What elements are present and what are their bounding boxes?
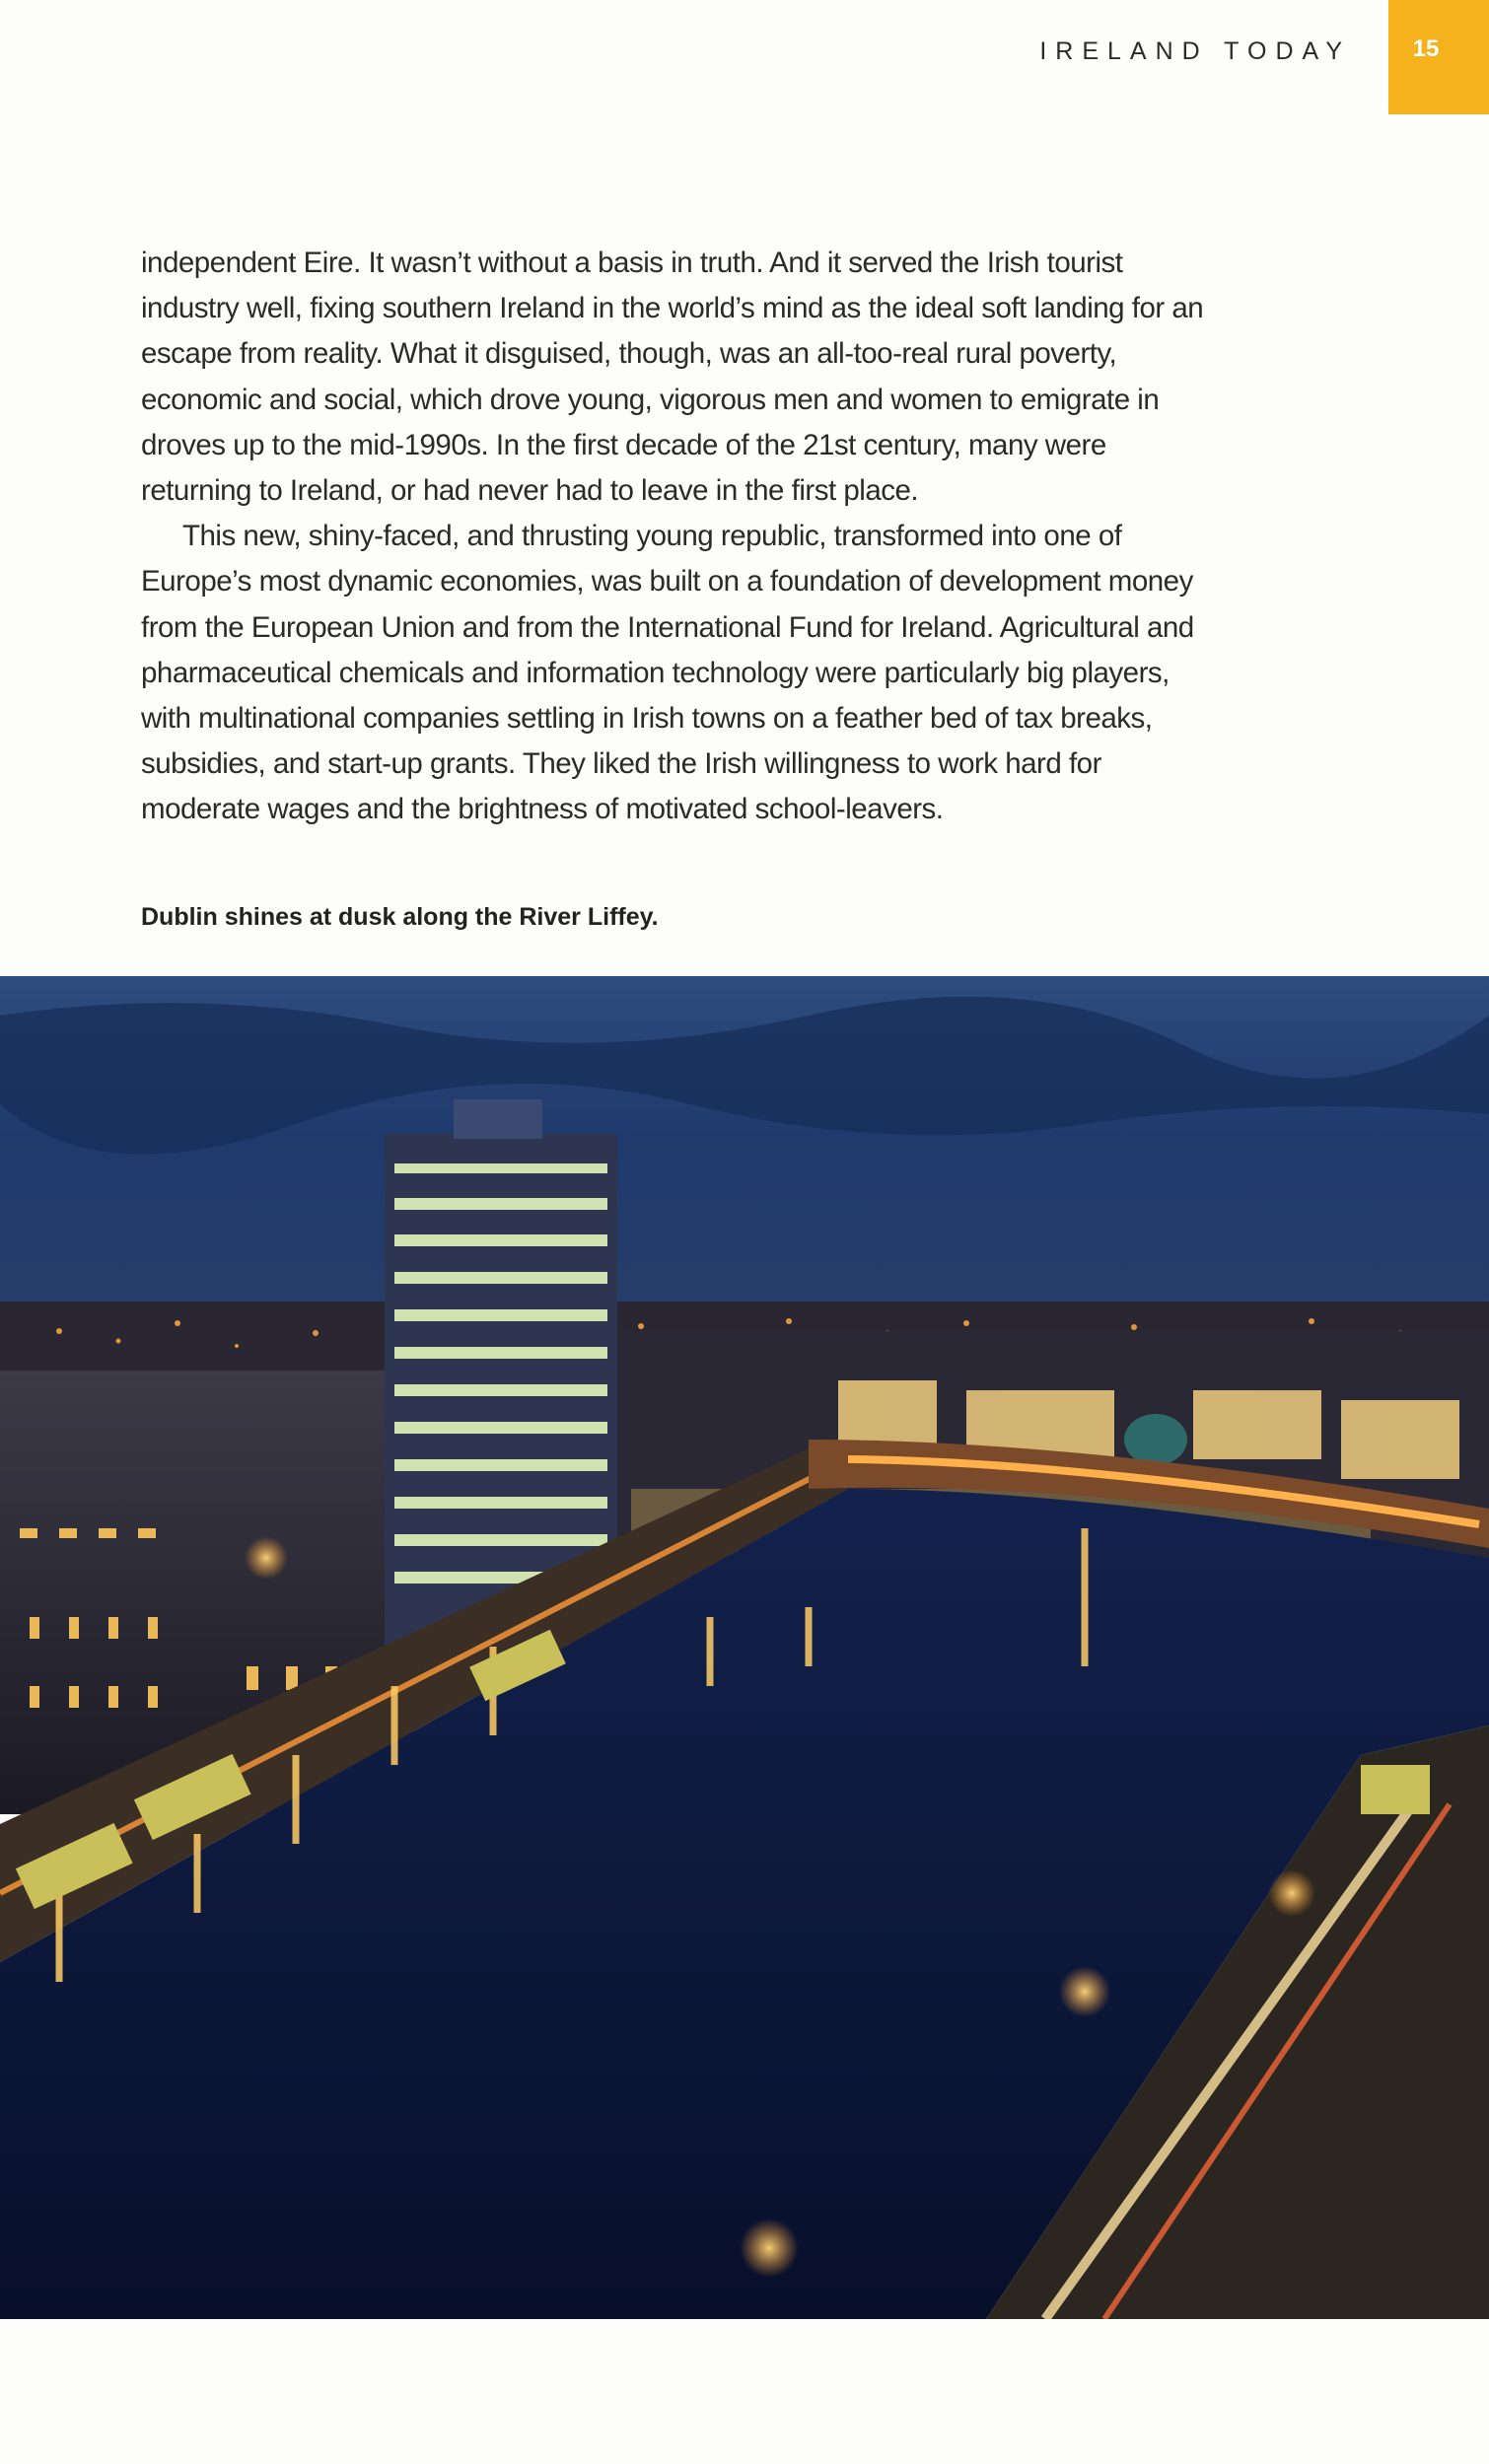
body-text — [141, 241, 1216, 833]
photo-caption: Dublin shines at dusk along the River Liffey. — [141, 903, 659, 931]
dublin-river-liffey-photo — [0, 976, 1489, 2319]
page-number: 15 — [1412, 35, 1440, 62]
paragraph-1: independent Eire. It wasn’t without a basis in truth. And it served the Irish tourist industry well, fixing southern Ireland in the world’s mind as the ideal soft landing for an escape from reality. What it disguised, though, was an all-too-real rural poverty, economic and social, which drove young, vigorous men and women to emigrate in droves up to the mid-1990s. In the first decade of the 21st century, many were returning to Ireland, or had never had to leave in the first place. — [141, 246, 1204, 508]
page-number-tab — [1388, 0, 1489, 114]
custom-house-dome — [1124, 1414, 1187, 1465]
paragraph-2: This new, shiny-faced, and thrusting young republic, transformed into one of Europe’s most dynamic economies, was built on a foundation of development money from the European Union and from the International Fund for Ireland. Agricultural and pharmaceutical chemicals and information technology were particularly big players, with multinational companies settling in Irish towns on a feather bed of tax breaks, subsidies, and start-up grants. They liked the Irish willingness to work hard for moderate wages and the brightness of motivated school-leavers. — [141, 520, 1194, 826]
photo-illustration — [0, 976, 1489, 2319]
running-head: IRELAND TODAY — [1039, 37, 1351, 65]
